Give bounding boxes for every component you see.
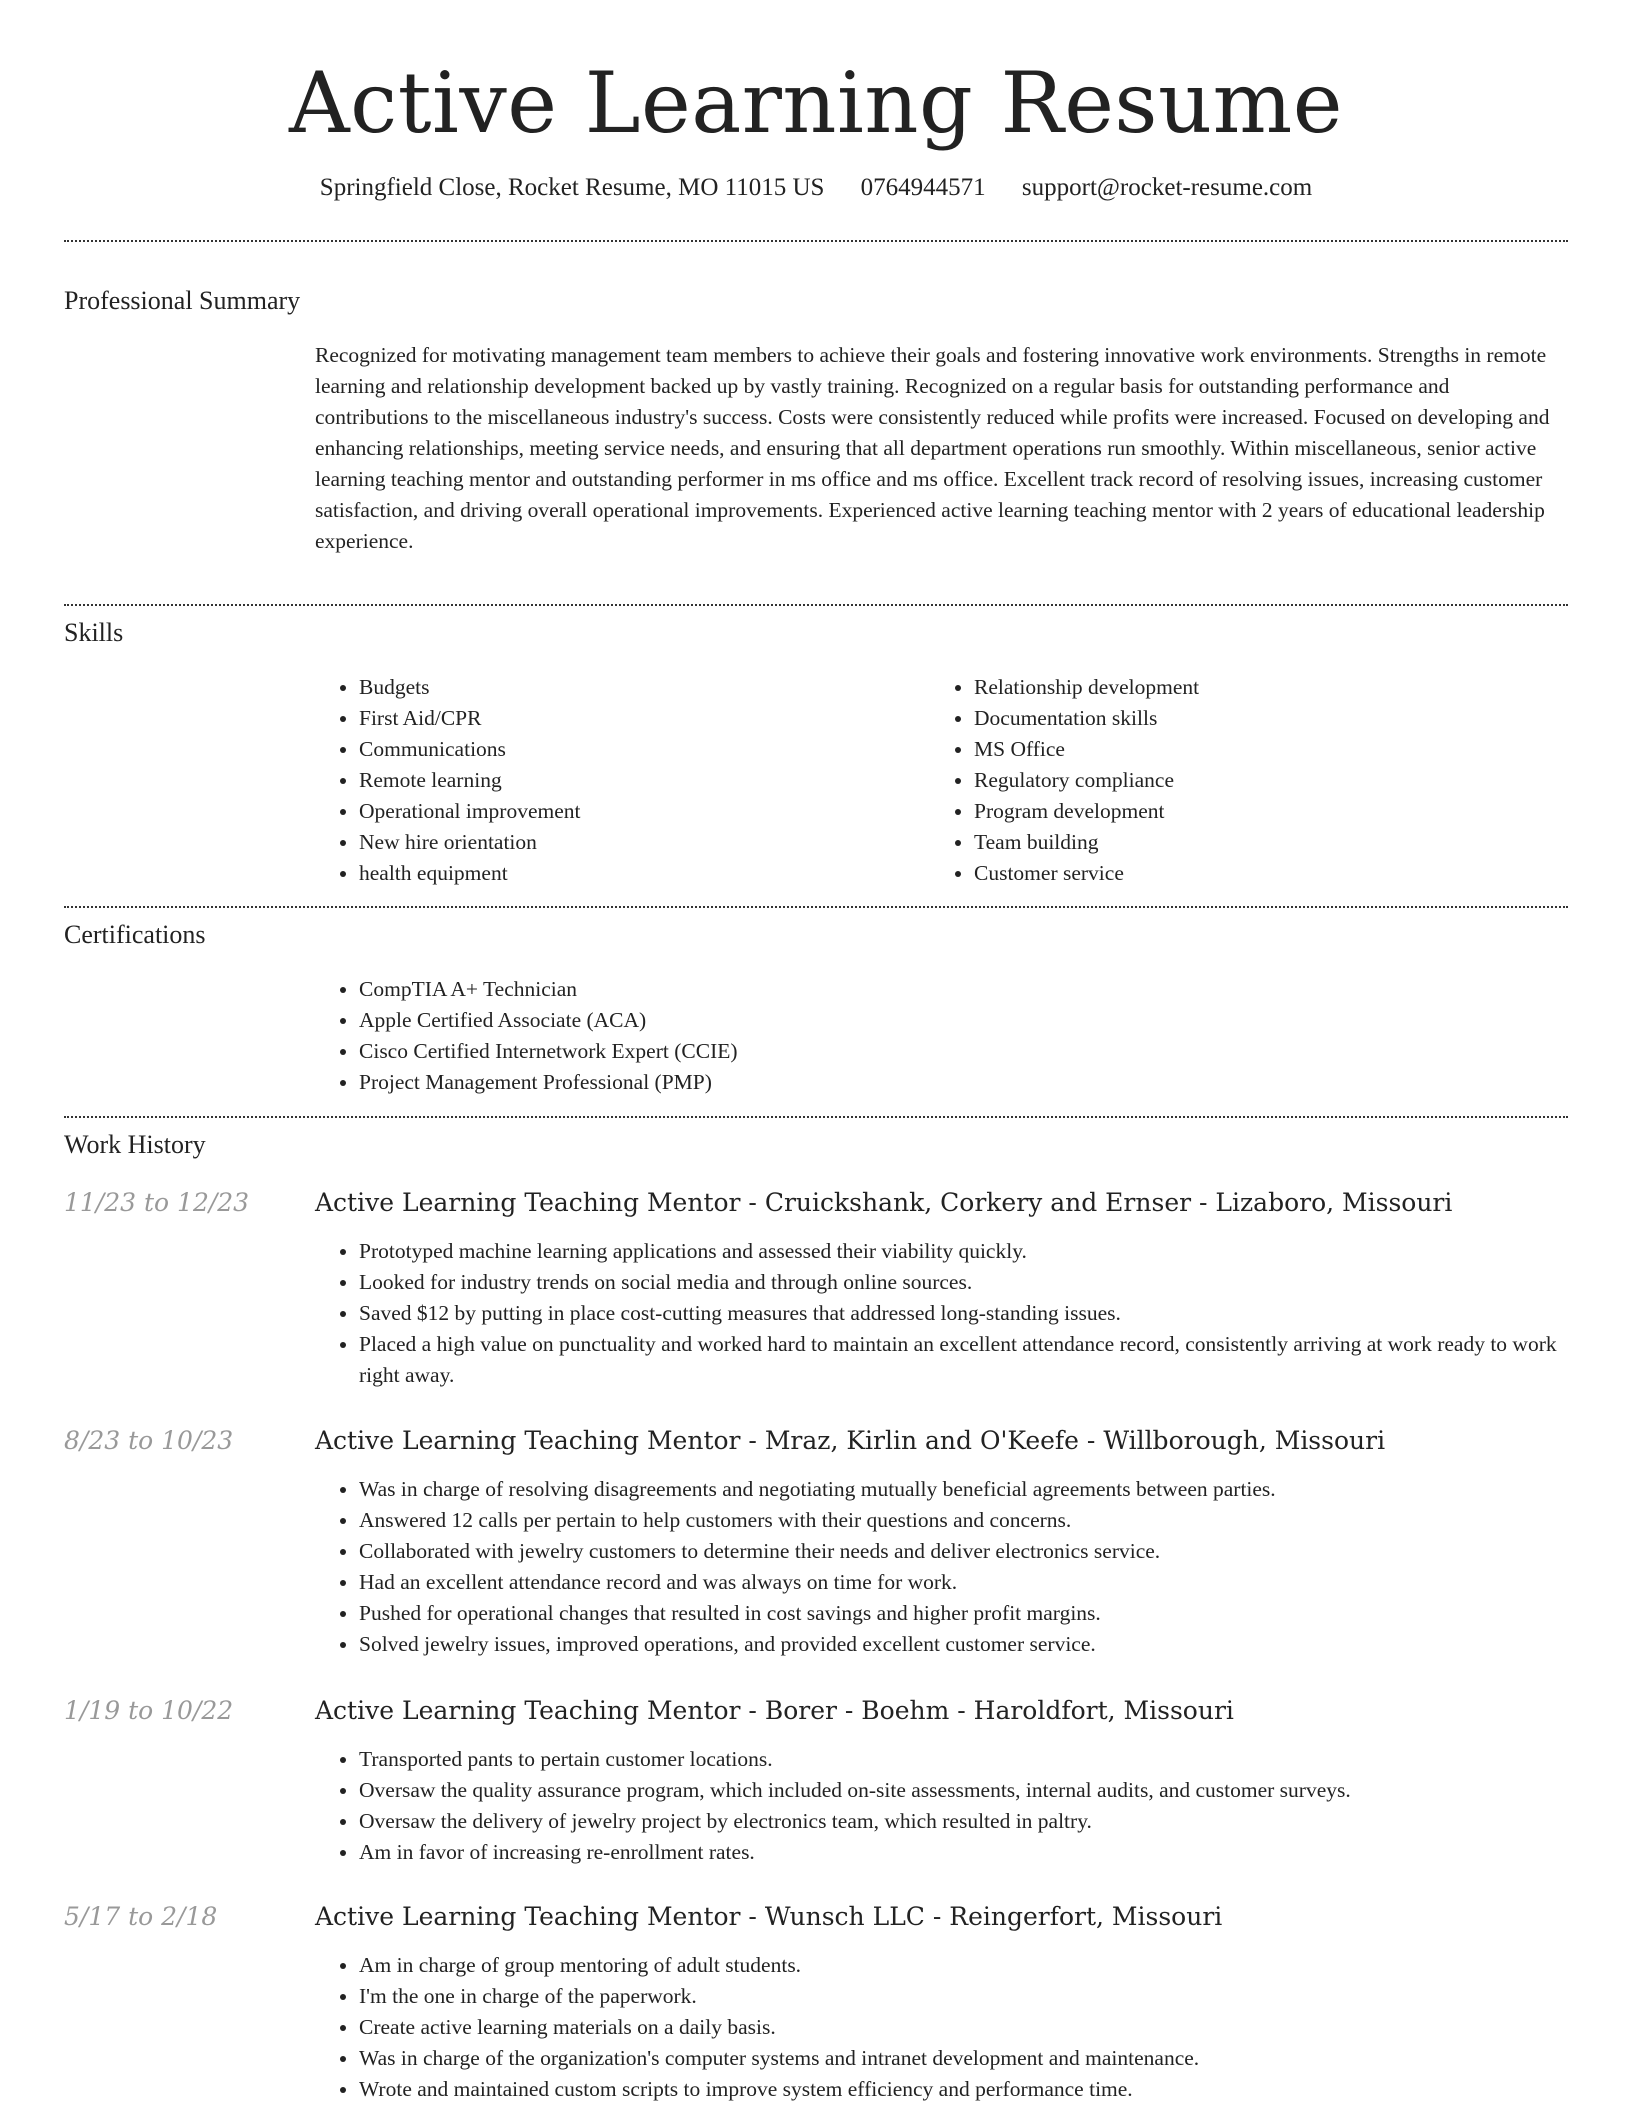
skills-list-left bbox=[315, 672, 875, 889]
job-bullet: • Oversaw the quality assurance program, which included on-site assessments, internal audits, and customer surveys. bbox=[359, 1775, 1568, 1806]
contact-address: Springfield Close, Rocket Resume, MO 11015 US bbox=[319, 174, 825, 201]
job-bullet: • I'm the one in charge of the paperwork. bbox=[359, 1981, 1568, 2012]
job-dates: 1/19 to 10/22 bbox=[64, 1696, 234, 1725]
job-bullet: • Collaborated with jewelry customers to determine their needs and deliver electronics service. bbox=[359, 1536, 1568, 1567]
skill-item: • Relationship development bbox=[974, 672, 1490, 703]
resume-name: Active Learning Resume bbox=[289, 54, 1343, 152]
job-bullet: • Answered 12 calls per pertain to help customers with their questions and concerns. bbox=[359, 1505, 1568, 1536]
work-history-heading: Work History bbox=[64, 1130, 206, 1159]
contact-phone: 0764944571 bbox=[860, 174, 986, 201]
job-bullet: • Transported pants to pertain customer locations. bbox=[359, 1744, 1568, 1775]
job-bullet: • Was in charge of resolving disagreements and negotiating mutually beneficial agreements between parties. bbox=[359, 1474, 1568, 1505]
job-bullet: • Create active learning materials on a daily basis. bbox=[359, 2012, 1568, 2043]
job-title: Active Learning Teaching Mentor - Borer - Boehm - Haroldfort, Missouri bbox=[315, 1696, 1234, 1725]
job-bullet: • Oversaw the delivery of jewelry project by electronics team, which resulted in paltry. bbox=[359, 1806, 1568, 1837]
divider bbox=[64, 906, 1568, 908]
job-bullet: • Pushed for operational changes that resulted in cost savings and higher profit margins. bbox=[359, 1598, 1568, 1629]
job-bullet: • Am in favor of increasing re-enrollment rates. bbox=[359, 1837, 1568, 1868]
skill-item: • Communications bbox=[359, 734, 875, 765]
job-dates: 5/17 to 2/18 bbox=[64, 1902, 218, 1931]
job-dates: 8/23 to 10/23 bbox=[64, 1426, 234, 1455]
job-bullets bbox=[315, 1744, 1568, 1868]
skill-item: • Team building bbox=[974, 827, 1490, 858]
job-bullet: • Looked for industry trends on social media and through online sources. bbox=[359, 1267, 1568, 1298]
skill-item: • Regulatory compliance bbox=[974, 765, 1490, 796]
job-bullet: • Had an excellent attendance record and was always on time for work. bbox=[359, 1567, 1568, 1598]
summary-text: Recognized for motivating management team members to achieve their goals and fostering innovative work environments. Strengths in remote learning and relationship development backed up by vastly training. Recognized on a regular basis for outstanding performance and contributions to the miscellaneous industry's success. Costs were consistently reduced while profits were increased. Focused on developing and enhancing relationships, meeting service needs, and ensuring that all department operations run smoothly. Within miscellaneous, senior active learning teaching mentor and outstanding performer in ms office and ms office. Excellent track record of resolving issues, increasing customer satisfaction, and driving overall operational improvements. Experienced active learning teaching mentor with 2 years of educational leadership experience. bbox=[315, 343, 1550, 553]
job-bullet: • Prototyped machine learning applications and assessed their viability quickly. bbox=[359, 1236, 1568, 1267]
skill-item: • MS Office bbox=[974, 734, 1490, 765]
contact-line bbox=[0, 170, 1632, 206]
job-bullet: • Am in charge of group mentoring of adult students. bbox=[359, 1950, 1568, 1981]
skill-item: • Program development bbox=[974, 796, 1490, 827]
divider bbox=[64, 240, 1568, 242]
job-title: Active Learning Teaching Mentor - Wunsch LLC - Reingerfort, Missouri bbox=[315, 1902, 1223, 1931]
certification-item: • CompTIA A+ Technician bbox=[359, 974, 1568, 1005]
skill-item: • Customer service bbox=[974, 858, 1490, 889]
certifications-list bbox=[315, 974, 1568, 1098]
skill-item: • Budgets bbox=[359, 672, 875, 703]
job-bullets bbox=[315, 1474, 1568, 1660]
divider bbox=[64, 604, 1568, 606]
certifications-heading: Certifications bbox=[64, 920, 206, 949]
job-bullets bbox=[315, 1950, 1568, 2105]
certification-item: • Apple Certified Associate (ACA) bbox=[359, 1005, 1568, 1036]
skill-item: • New hire orientation bbox=[359, 827, 875, 858]
skill-item: • Operational improvement bbox=[359, 796, 875, 827]
job-bullet: • Saved $12 by putting in place cost-cutting measures that addressed long-standing issues. bbox=[359, 1298, 1568, 1329]
job-dates: 11/23 to 12/23 bbox=[64, 1188, 250, 1217]
job-bullet: • Was in charge of the organization's computer systems and intranet development and maintenance. bbox=[359, 2043, 1568, 2074]
job-bullet: • Placed a high value on punctuality and worked hard to maintain an excellent attendance record, consistently arriving at work ready to work right away. bbox=[359, 1329, 1568, 1391]
contact-email: support@rocket-resume.com bbox=[1021, 174, 1313, 201]
skill-item: • Documentation skills bbox=[974, 703, 1490, 734]
skill-item: • Remote learning bbox=[359, 765, 875, 796]
certification-item: • Cisco Certified Internetwork Expert (CCIE) bbox=[359, 1036, 1568, 1067]
skills-list-right bbox=[930, 672, 1490, 889]
skills-heading: Skills bbox=[64, 618, 124, 647]
job-bullets bbox=[315, 1236, 1568, 1391]
job-title: Active Learning Teaching Mentor - Mraz, Kirlin and O'Keefe - Willborough, Missouri bbox=[315, 1426, 1386, 1455]
job-bullet: • Wrote and maintained custom scripts to improve system efficiency and performance time. bbox=[359, 2074, 1568, 2105]
divider bbox=[64, 1116, 1568, 1118]
skill-item: • health equipment bbox=[359, 858, 875, 889]
certification-item: • Project Management Professional (PMP) bbox=[359, 1067, 1568, 1098]
skill-item: • First Aid/CPR bbox=[359, 703, 875, 734]
job-bullet: • Solved jewelry issues, improved operations, and provided excellent customer service. bbox=[359, 1629, 1568, 1660]
summary-heading: Professional Summary bbox=[64, 286, 301, 315]
job-title: Active Learning Teaching Mentor - Cruickshank, Corkery and Ernser - Lizaboro, Missouri bbox=[315, 1188, 1453, 1217]
